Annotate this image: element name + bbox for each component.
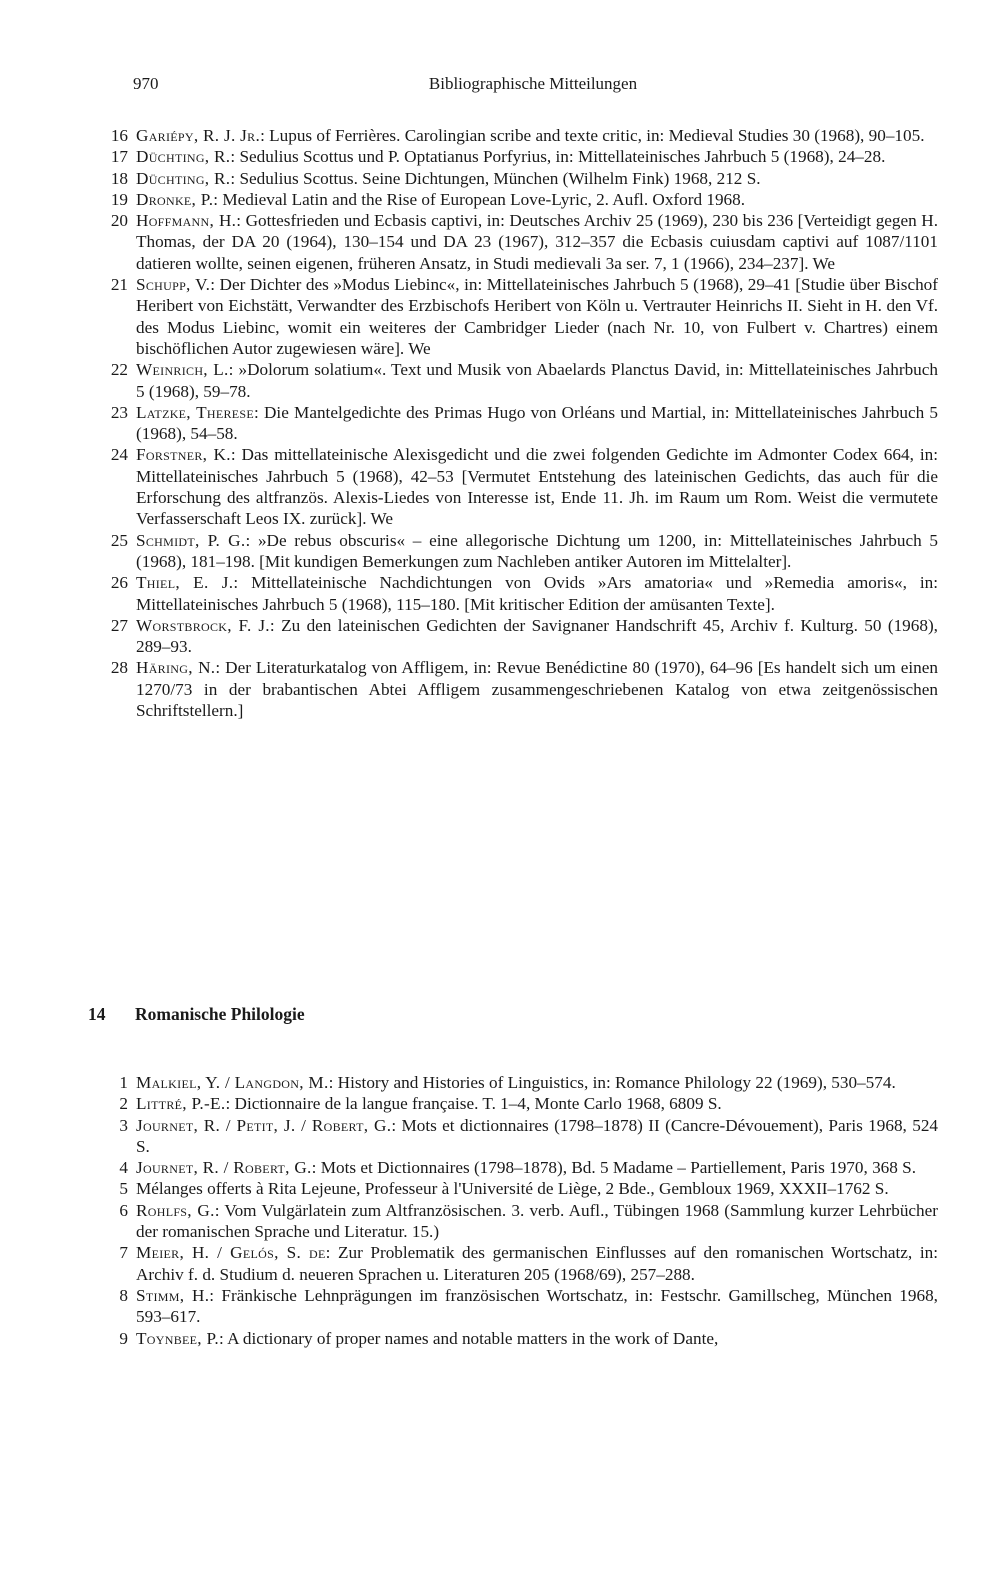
bibliography-entry <box>98 1157 938 1178</box>
entry-author: Toynbee, P. <box>136 1328 220 1348</box>
entry-text: : Fränkische Lehnprägungen im französischen Wortschatz, in: Festschr. Gamillscheg, München 1968, 593–617. <box>136 1285 938 1327</box>
bibliography-entry <box>98 444 938 529</box>
bibliography-entry <box>98 1242 938 1285</box>
bibliography-entry <box>98 168 938 189</box>
entry-text: : Sedulius Scottus und P. Optatianus Porfyrius, in: Mittellateinisches Jahrbuch 5 (1968), 24–28. <box>230 147 886 167</box>
entry-number: 22 <box>110 360 128 380</box>
entry-number: 19 <box>110 189 128 209</box>
bibliography-entry <box>98 1200 938 1243</box>
entry-number: 21 <box>110 275 128 295</box>
entry-text: : Lupus of Ferrières. Carolingian scribe and texte critic, in: Medieval Studies 30 (1968), 90–105. <box>260 126 925 145</box>
entry-number: 6 <box>119 1200 128 1220</box>
bibliography-entry <box>98 1328 938 1349</box>
entry-number: 26 <box>110 573 128 593</box>
bibliography-entry <box>98 1285 938 1328</box>
entry-author: Journet, R. / Robert, G. <box>136 1158 312 1178</box>
bibliography-list-section-14 <box>98 1072 938 1349</box>
entry-author: Forstner, K. <box>136 445 231 465</box>
section-heading <box>88 1004 588 1028</box>
entry-author: Malkiel, Y. / Langdon, M. <box>136 1073 329 1092</box>
entry-number: 28 <box>110 658 128 678</box>
entry-text: : History and Histories of Linguistics, in: Romance Philology 22 (1969), 530–574. <box>328 1073 896 1092</box>
entry-text: : »De rebus obscuris« – eine allegorische Dichtung um 1200, in: Mittellateinisches Jahrbuch 5 (1968), 181–198. [Mit kundigen Bemerkungen zum Nachleben antiker Autoren im Mittelalter]. <box>136 530 938 571</box>
entry-text: : Der Literaturkatalog von Affligem, in: Revue Benédictine 80 (1970), 64–96 [Es handelt sich um einen 1270/73 in der brabantischen Abtei Affligem zusammengeschriebenen Katalog von etwa zeitgenössischen Schriftstellern.] <box>136 658 938 721</box>
entry-number: 3 <box>119 1115 128 1135</box>
entry-text: : Vom Vulgärlatein zum Altfranzösischen. 3. verb. Aufl., Tübingen 1968 (Sammlung kurzer Lehrbücher der romanischen Sprache und Literatur. 15.) <box>136 1200 938 1242</box>
bibliography-entry <box>98 274 938 359</box>
entry-author: Schmidt, P. G. <box>136 530 246 550</box>
entry-text: : Mots et Dictionnaires (1798–1878), Bd. 5 Madame – Partiellement, Paris 1970, 368 S. <box>311 1158 917 1178</box>
entry-text: Mélanges offerts à Rita Lejeune, Professeur à l'Université de Liège, 2 Bde., Gembloux 1969, XXXII–1762 S. <box>136 1179 889 1199</box>
entry-number: 20 <box>110 211 128 231</box>
entry-number: 8 <box>119 1285 128 1305</box>
section-title: Romanische Philologie <box>135 1004 305 1024</box>
entry-author: Rohlfs, G. <box>136 1200 215 1220</box>
entry-text: : A dictionary of proper names and notable matters in the work of Dante, <box>219 1328 719 1348</box>
entry-author: Dronke, P. <box>136 189 214 209</box>
bibliography-entry <box>98 615 938 658</box>
entry-number: 9 <box>119 1328 128 1348</box>
entry-number: 24 <box>110 445 128 465</box>
page-number: 970 <box>133 74 159 93</box>
entry-text: : Die Mantelgedichte des Primas Hugo von Orléans und Martial, in: Mittellateinisches Jahrbuch 5 (1968), 54–58. <box>136 402 939 444</box>
entry-author: Littré, P.-E. <box>136 1094 226 1114</box>
entry-author: Hoffmann, H. <box>136 211 237 231</box>
entry-text: : Zur Problematik des germanischen Einflusses auf den romanischen Wortschatz, in: Archiv f. d. Studium d. neueren Sprachen u. Literaturen 205 (1968/69), 257–288. <box>136 1243 938 1284</box>
entry-text: : Mots et dictionnaires (1798–1878) II (Cancre-Dévouement), Paris 1968, 524 S. <box>136 1115 939 1156</box>
bibliography-entry <box>98 125 938 146</box>
entry-text: : Medieval Latin and the Rise of European Love-Lyric, 2. Aufl. Oxford 1968. <box>213 189 746 209</box>
entry-author: Meier, H. / Gelós, S. de <box>136 1243 326 1263</box>
entry-author: Thiel, E. J. <box>136 573 234 593</box>
running-title: Bibliographische Mitteilungen <box>428 74 638 93</box>
entry-author: Weinrich, L. <box>136 360 229 380</box>
entry-author: Düchting, R. <box>136 147 231 167</box>
bibliography-entry <box>98 1093 938 1114</box>
bibliography-entry <box>98 210 938 274</box>
section-number: 14 <box>88 1004 106 1024</box>
bibliography-entry <box>98 146 938 167</box>
entry-text: : Sedulius Scottus. Seine Dichtungen, München (Wilhelm Fink) 1968, 212 S. <box>230 168 761 188</box>
entry-author: Schupp, V. <box>136 275 211 295</box>
entry-text: : Mittellateinische Nachdichtungen von Ovids »Ars amatoria« und »Remedia amoris«, in: Mittellateinisches Jahrbuch 5 (1968), 115–180. [Mit kritischer Edition der amüsanten Texte]. <box>136 573 938 614</box>
bibliography-entry <box>98 359 938 402</box>
entry-author: Latzke, Therese <box>136 402 255 422</box>
entry-number: 25 <box>110 530 128 550</box>
page-header <box>133 74 933 100</box>
bibliography-entry <box>98 1115 938 1158</box>
bibliography-list-section-13 <box>98 125 938 721</box>
entry-number: 27 <box>110 615 128 635</box>
entry-text: : Der Dichter des »Modus Liebinc«, in: Mittellateinisches Jahrbuch 5 (1968), 29–41 [Studie über Bischof Heribert von Eichstätt, Verwandter des Erzbischofs Heribert von Köln u. Vertrauter Heinrichs II. Sieht in H. den Vf. des Modus Liebinc, womit ein weiteres der Cambridger Lieder (nach Nr. 10, von Fulbert v. Chartres) einem bischöflichen Autor zugewiesen wäre]. We <box>136 275 938 358</box>
entry-number: 5 <box>119 1179 128 1199</box>
entry-number: 17 <box>110 147 128 167</box>
entry-author: Worstbrock, F. J. <box>136 615 270 635</box>
bibliography-entry <box>98 530 938 573</box>
entry-number: 1 <box>119 1073 128 1092</box>
entry-text: : Zu den lateinischen Gedichten der Savignaner Handschrift 45, Archiv f. Kulturg. 50 (1968), 289–93. <box>136 615 938 657</box>
entry-author: Journet, R. / Petit, J. / Robert, G. <box>136 1115 392 1135</box>
entry-number: 23 <box>110 402 128 422</box>
entry-author: Düchting, R. <box>136 168 231 188</box>
entry-number: 2 <box>119 1094 128 1114</box>
entry-number: 7 <box>119 1243 128 1263</box>
bibliography-entry <box>98 657 938 721</box>
bibliography-entry <box>98 1072 938 1093</box>
entry-number: 16 <box>110 126 128 145</box>
entry-text: : Gottesfrieden und Ecbasis captivi, in: Deutsches Archiv 25 (1969), 230 bis 236 [Verteidigt gegen H. Thomas, der DA 20 (1964), 130–154 und DA 23 (1967), 312–357 die Ecbasis cuiusdam captivi auf 1087/1101 datieren wollte, seinen eigenen, früheren Ansatz, in Studi medievali 3a ser. 7, 1 (1966), 234–237]. We <box>136 211 939 273</box>
bibliography-entry <box>98 189 938 210</box>
bibliography-entry <box>98 572 938 615</box>
bibliography-entry <box>98 1178 938 1199</box>
bibliography-entry <box>98 402 938 445</box>
entry-author: Stimm, H. <box>136 1285 210 1305</box>
entry-author: Häring, N. <box>136 658 216 678</box>
entry-number: 18 <box>110 168 128 188</box>
entry-text: : Das mittellateinische Alexisgedicht und die zwei folgenden Gedichte im Admonter Codex 664, in: Mittellateinisches Jahrbuch 5 (1968), 42–53 [Vermutet Entstehung des lateinischen Gedichts, das auch für die Erforschung des altfranzös. Alexis-Liedes von Interesse ist, Ende 11. Jh. im Raum um Rom. Weist die vermutete Verfasserschaft Leos IX. zurück]. We <box>136 445 938 529</box>
entry-author: Gariépy, R. J. Jr. <box>136 126 261 145</box>
entry-text: : »Dolorum solatium«. Text und Musik von Abaelards Planctus David, in: Mittellateinisches Jahrbuch 5 (1968), 59–78. <box>136 360 938 401</box>
entry-text: : Dictionnaire de la langue française. T. 1–4, Monte Carlo 1968, 6809 S. <box>225 1094 722 1114</box>
entry-number: 4 <box>119 1158 128 1178</box>
